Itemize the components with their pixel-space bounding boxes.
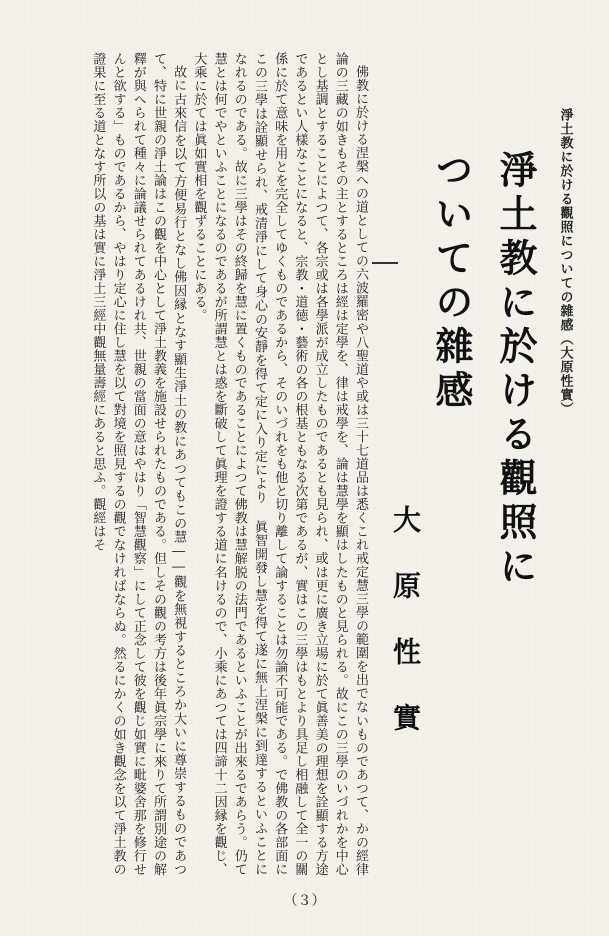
page-number: （３） — [283, 893, 326, 909]
running-head — [548, 108, 582, 528]
body-paragraph-1: 佛教に於ける涅槃への道としての六波羅密や八聖道や或は三十七道品は悉くこれ戒定慧三學の範圍を出でないものであつて、かの經律論の三藏の如きもその主とするところは經は定學を、律は戒學を、論は慧學を顯はしたものと見られる。故にこの三學のいづれかを中心とし基調とすることによつて、各宗或は各學派が成立したものであるとも見られ、或は更に廣き立場に於て眞善美の理想を詮顯する方途であるとい人樣なことになると、宗教・道徳・藝術の各の根基ともなる次第であるが、實はこの三學はもとより具足し相融して全一の關係に於て意味を用とを完全してゆくものであるから、そのいづれをも他と切り離して論することは勿論不可能である。で佛教の各部面にこの三學は詮顯せられ、戒清淨にして身心の安靜を得て定に入り定により 眞智開發し慧を得て遂に無上涅槃に到達するといふことになれるのである。故に三學はその終歸を慧に置くものであることによつて佛教は慧解脱の法門であるといふことが出來るであらう。仍て慧とは何でやといふことになるのであるが所謂慧とは惑を斷破して眞理を證する道に名けるので、小乘にあつては四諦十二因縁を觀じ、大乘に於ては眞如實相を觀ずることにある。 — [191, 52, 368, 876]
article-title — [428, 150, 538, 670]
title-line-2: ついての雜感 — [429, 150, 473, 414]
author-name — [385, 505, 425, 815]
title-separator — [372, 262, 398, 264]
body-paragraph-2: 故に古來信を以て方便易行となし佛因縁となす顯生淨土の教にあつてもこの慧――觀を無視するところか大いに尊崇するものであつて、特に世親の淨土論はこの觀を中心として淨土教義を施設せられたものである。但しその觀の考方は後年眞宗學に來りて所謂別途の解釋が與へられて種々に論議せられてあるけれ共、世親の當面の意はやはり「智慧觀察」にして正念して彼を觀じ如實に毗婆舍那を修行せんと欲する」ものであるから、やはり定心に住し慧を以て對境を照見するの觀でなければならぬ。然るにかくの如き觀念を以て淨土教の證果に至る道となす所以の基は實に淨土三經中觀無量壽經にあると思ふ。觀經はそ — [90, 52, 187, 876]
running-head-text: 淨土教に於ける觀照についての雜感（大原性實） — [557, 108, 573, 416]
author-name-text: 大原性實 — [389, 505, 422, 769]
article-body — [38, 52, 370, 876]
title-line-1: 淨土教に於ける觀照に — [493, 150, 537, 590]
